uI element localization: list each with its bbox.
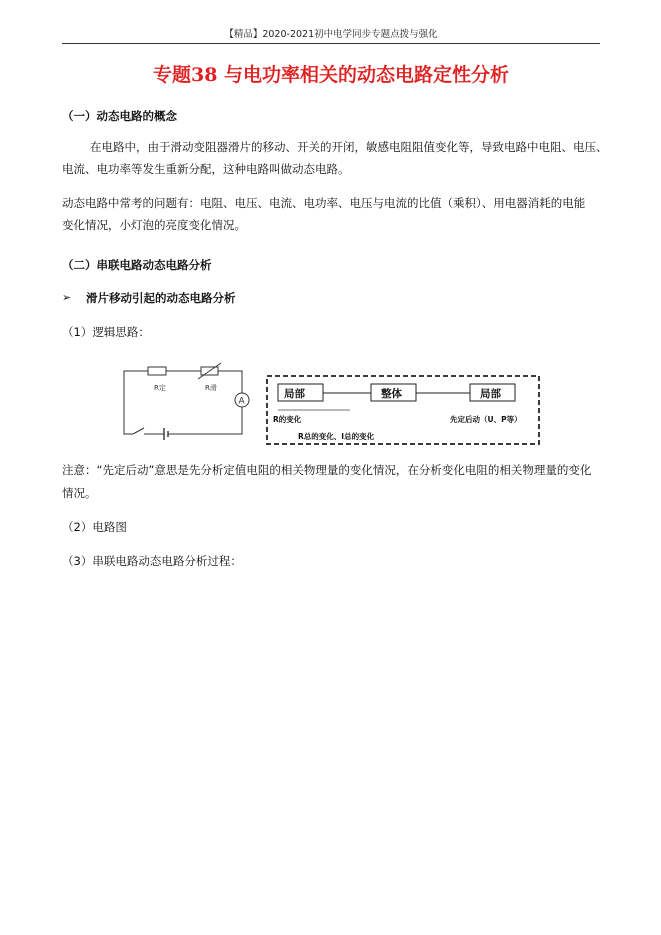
page-title: 专题38 与电功率相关的动态电路定性分析 bbox=[152, 64, 510, 86]
paragraph-1-line-1: 在电路中，由于滑动变阻器滑片的移动、开关的开闭，敏感电阻阻值变化等，导致电路中电阻、电压、 bbox=[90, 140, 608, 154]
paragraph-2-line-2: 变化情况，小灯泡的亮度变化情况。 bbox=[62, 218, 246, 232]
flow-box-2-label: 整体 bbox=[381, 388, 402, 400]
bullet-arrow-icon: ➢ bbox=[62, 291, 72, 304]
note-line-2: 情况。 bbox=[62, 486, 97, 500]
fixed-resistor bbox=[148, 367, 166, 375]
logic-diagram bbox=[120, 362, 545, 454]
note-line-1: 注意：“先定后动”意思是先分析定值电阻的相关物理量的变化情况，在分析变化电阻的相关物理量的变化 bbox=[62, 463, 592, 477]
item-3-label: （3）串联电路动态电路分析过程： bbox=[62, 554, 242, 568]
circuit-diagram bbox=[124, 363, 249, 440]
page-header: 【精品】2020-2021初中电学同步专题点拨与强化 bbox=[224, 29, 438, 40]
flow-note-bottom: R总的变化、I总的变化 bbox=[298, 432, 375, 441]
r2-label: R滑 bbox=[205, 384, 217, 392]
paragraph-2-line-1: 动态电路中常考的问题有：电阻、电压、电流、电功率、电压与电流的比值（乘积）、用电器消耗的电能 bbox=[62, 196, 586, 210]
r1-label: R定 bbox=[154, 384, 166, 392]
item-1-label: （1）逻辑思路： bbox=[62, 325, 150, 339]
flow-box-1-label: 局部 bbox=[284, 388, 305, 400]
section-1-heading: （一）动态电路的概念 bbox=[62, 109, 177, 123]
section-2-heading: （二）串联电路动态电路分析 bbox=[62, 258, 212, 272]
flow-note-r: R的变化 bbox=[273, 415, 302, 424]
item-2-label: （2）电路图 bbox=[62, 520, 127, 534]
ammeter-label: A bbox=[238, 396, 245, 407]
flow-box-3-label: 局部 bbox=[480, 388, 501, 400]
bullet-text: 滑片移动引起的动态电路分析 bbox=[86, 291, 236, 305]
header-rule bbox=[62, 43, 600, 44]
paragraph-1-line-2: 电流、电功率等发生重新分配，这种电路叫做动态电路。 bbox=[62, 162, 350, 176]
flow-note-sequence: 先定后动（U、P等） bbox=[450, 415, 522, 424]
